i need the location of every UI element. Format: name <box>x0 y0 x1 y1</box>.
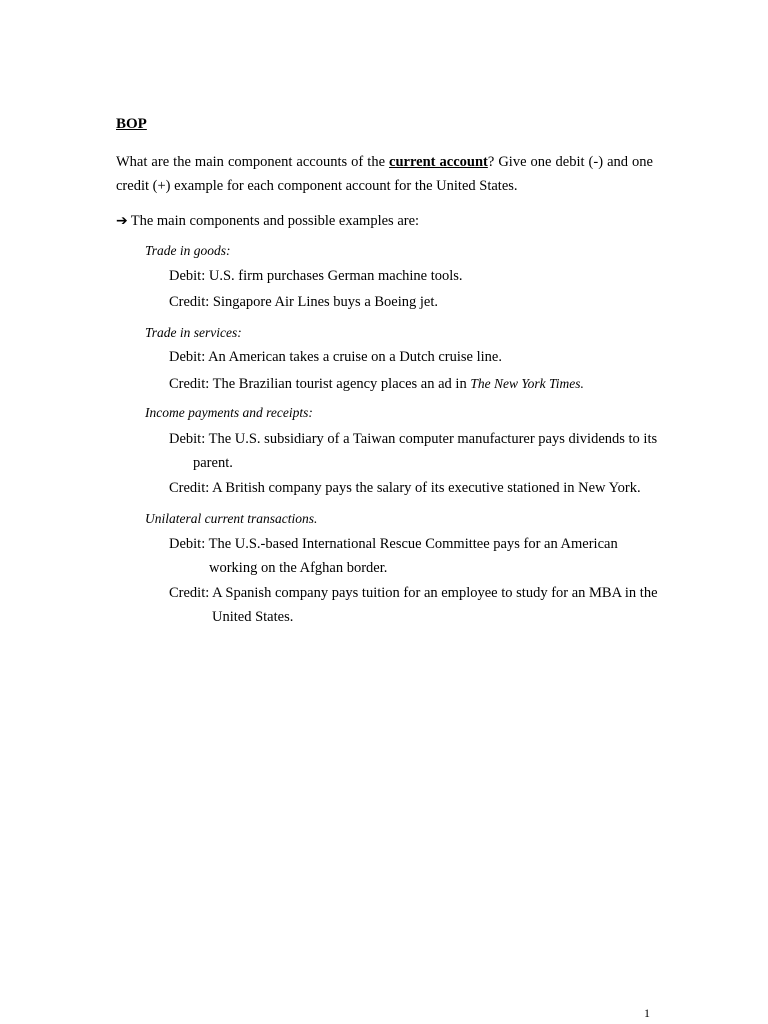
debit-example-unilateral-line2: working on the Afghan border. <box>209 559 388 576</box>
category-title-income: Income payments and receipts: <box>145 405 313 420</box>
section-heading: BOP <box>116 116 147 132</box>
credit-example-income: Credit: A British company pays the salary of its executive stationed in New York. <box>169 480 641 496</box>
debit-example-unilateral-line1: Debit: The U.S.-based International Rescue Committee pays for an American <box>169 536 618 552</box>
credit-example-unilateral-line2: United States. <box>212 608 294 625</box>
question-paragraph <box>116 151 653 198</box>
credit-example-unilateral <box>169 582 658 629</box>
credit-example-services <box>169 372 584 397</box>
credit-example-unilateral-line1: Credit: A Spanish company pays tuition for an employee to study for an MBA in the <box>169 585 658 601</box>
category-title-unilateral: Unilateral current transactions. <box>145 511 318 526</box>
debit-example-income-line2: parent. <box>193 454 233 471</box>
question-text-before: What are the main component accounts of the <box>116 154 390 170</box>
arrow-right-icon: ➔ <box>116 213 128 229</box>
question-key-term: current account <box>389 154 488 170</box>
credit-example-services-text: Credit: The Brazilian tourist agency places an ad in <box>169 376 471 392</box>
publication-title: The New York Times. <box>470 376 584 391</box>
debit-example-income <box>169 428 657 475</box>
page-number: 1 <box>644 1006 650 1020</box>
category-title-goods: Trade in goods: <box>145 243 231 258</box>
debit-example-services: Debit: An American takes a cruise on a Dutch cruise line. <box>169 349 502 365</box>
credit-example-goods: Credit: Singapore Air Lines buys a Boeing jet. <box>169 294 439 310</box>
debit-example-goods: Debit: U.S. firm purchases German machine tools. <box>169 268 463 284</box>
answer-intro-text: The main components and possible examples are: <box>130 213 420 229</box>
category-title-services: Trade in services: <box>145 325 242 340</box>
debit-example-unilateral <box>169 533 618 580</box>
answer-intro <box>116 211 419 231</box>
debit-example-income-line1: Debit: The U.S. subsidiary of a Taiwan computer manufacturer pays dividends to its <box>169 431 658 447</box>
question-text-after: ? Give one debit (-) and one credit (+) example for each component account for the United States. <box>116 154 653 194</box>
